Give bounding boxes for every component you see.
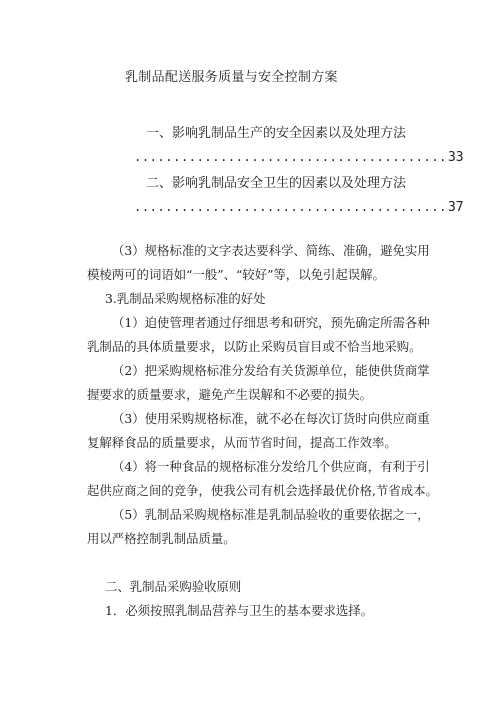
toc-leader (134, 200, 464, 215)
toc-dot-leader: ........................................ (134, 150, 447, 164)
toc-leader (134, 150, 464, 165)
toc-entry-label: 一、影响乳制品生产的安全因素以及处理方法 (145, 126, 406, 141)
paragraph-line: （3）规格标准的文字表达要科学、简练、准确，避免实用 (112, 243, 430, 258)
paragraph-line: 用以严格控制乳制品质量。 (87, 531, 236, 546)
paragraph-line: （5）乳制品采购规格标准是乳制品验收的重要依据之一， (112, 507, 430, 522)
toc-entry[interactable] (134, 172, 464, 215)
toc-page-number: 37 (447, 200, 464, 215)
toc-dot-leader: ........................................ (134, 200, 447, 214)
section-heading: 二、乳制品采购验收原则 (105, 579, 242, 594)
section-heading: 3.乳制品采购规格标准的好处 (105, 291, 266, 306)
toc-entry[interactable] (134, 122, 464, 165)
toc-page-number: 33 (447, 150, 464, 165)
paragraph-line: 握要求的质量要求，避免产生误解和不必要的损失。 (87, 387, 372, 402)
paragraph-line: 模棱两可的词语如“一般”、“较好”等，以免引起误解。 (87, 267, 385, 282)
paragraph-line: 乳制品的具体质量要求，以防止采购员盲目或不恰当地采购。 (87, 339, 422, 354)
paragraph-line: 复解释食品的质量要求，从而节省时间，提高工作效率。 (87, 435, 397, 450)
paragraph-line: （4）将一种食品的规格标准分发给几个供应商，有利于引 (112, 459, 430, 474)
paragraph-line: 1．必须按照乳制品营养与卫生的基本要求选择。 (105, 603, 374, 618)
paragraph-line: 起供应商之间的竞争，使我公司有机会选择最优价格,节省成本。 (87, 483, 438, 498)
paragraph-line: （3）使用采购规格标准，就不必在每次订货时向供应商重 (112, 411, 430, 426)
toc-entry-label: 二、影响乳制品安全卫生的因素以及处理方法 (145, 176, 406, 191)
paragraph-line: （1）迫使管理者通过仔细思考和研究，预先确定所需各种 (112, 315, 430, 330)
document-title: 乳制品配送服务质量与安全控制方案 (125, 70, 338, 85)
paragraph-line: （2）把采购规格标准分发给有关货源单位，能使供货商掌 (112, 363, 430, 378)
